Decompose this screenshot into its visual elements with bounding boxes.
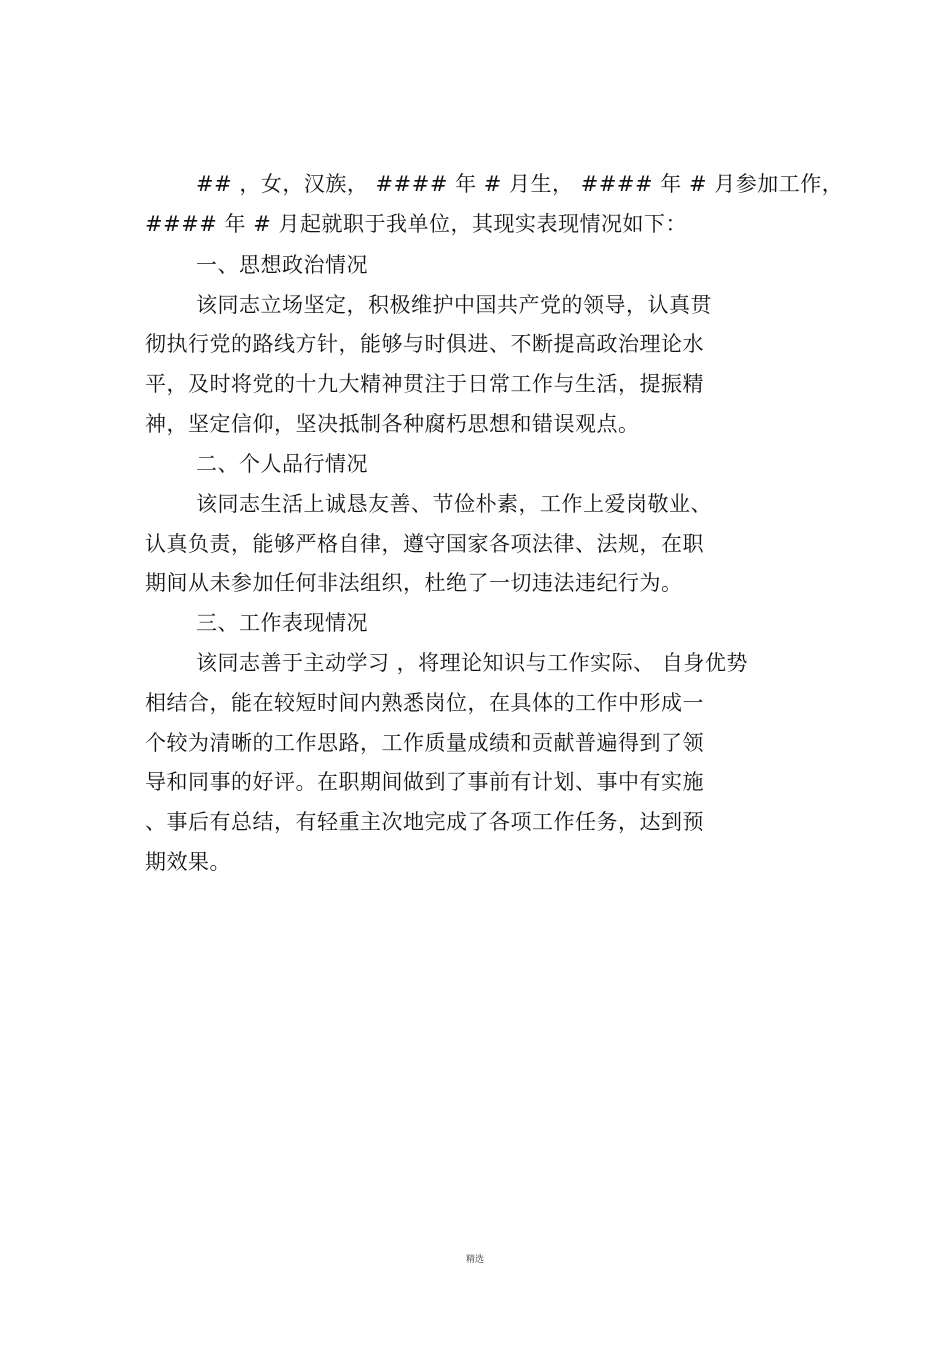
- intro-line-2: #### 年 # 月起就职于我单位，其现实表现情况如下：: [145, 212, 688, 236]
- work-line-3: 个较为清晰的工作思路，工作质量成绩和贡献普遍得到了领: [145, 731, 704, 755]
- political-line-2: 彻执行党的路线方针，能够与时俱进、不断提高政治理论水: [145, 332, 704, 356]
- conduct-line-1: 该同志生活上诚恳友善、节俭朴素，工作上爱岗敬业、: [196, 492, 712, 516]
- work-line-2: 相结合，能在较短时间内熟悉岗位，在具体的工作中形成一: [145, 691, 704, 715]
- conduct-line-2: 认真负责，能够严格自律，遵守国家各项法律、法规，在职: [145, 532, 704, 556]
- political-line-1: 该同志立场坚定，积极维护中国共产党的领导，认真贯: [196, 293, 712, 317]
- conduct-line-3: 期间从未参加任何非法组织，杜绝了一切违法违纪行为。: [145, 571, 683, 595]
- political-line-4: 神，坚定信仰，坚决抵制各种腐朽思想和错误观点。: [145, 412, 640, 436]
- intro-line-1: ## ，女，汉族， #### 年 # 月生， #### 年 # 月参加工作，: [196, 172, 844, 196]
- work-line-6: 期效果。: [145, 850, 231, 874]
- work-line-4: 导和同事的好评。在职期间做到了事前有计划、事中有实施: [145, 770, 704, 794]
- page-footer: 精选: [465, 1255, 484, 1265]
- section-heading-political: 一、思想政治情况: [196, 253, 368, 277]
- political-line-3: 平，及时将党的十九大精神贯注于日常工作与生活，提振精: [145, 372, 704, 396]
- section-heading-conduct: 二、个人品行情况: [196, 452, 368, 476]
- work-line-5: 、事后有总结，有轻重主次地完成了各项工作任务，达到预: [145, 810, 704, 834]
- section-heading-work: 三、工作表现情况: [196, 611, 368, 635]
- work-line-1: 该同志善于主动学习 ，将理论知识与工作实际、 自身优势: [196, 651, 748, 675]
